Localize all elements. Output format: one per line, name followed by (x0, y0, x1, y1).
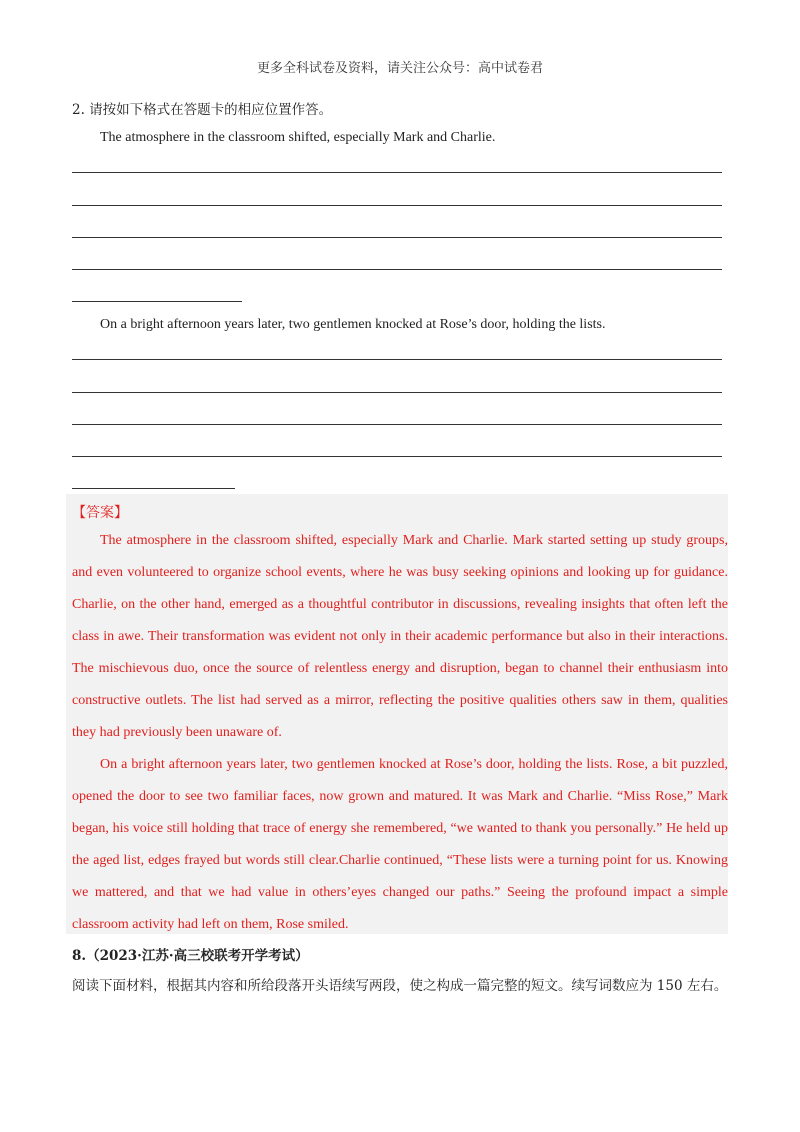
prompt-paragraph-2: On a bright afternoon years later, two gentlemen knocked at Rose’s door, holding the lists. (100, 317, 606, 332)
question-8-instruction: 阅读下面材料，根据其内容和所给段落开头语续写两段，使之构成一篇完整的短文。续写词数应为 150 左右。 (72, 978, 728, 994)
answer-text (72, 525, 728, 941)
writing-line (72, 205, 722, 206)
writing-line (72, 269, 722, 270)
writing-line-end (72, 301, 242, 302)
writing-line (72, 424, 722, 425)
prompt-paragraph-1: The atmosphere in the classroom shifted, especially Mark and Charlie. (100, 130, 496, 145)
writing-line (72, 172, 722, 173)
question-8-title: 8.（2023·江苏·高三校联考开学考试） (72, 948, 309, 964)
answer-paragraph-1: The atmosphere in the classroom shifted, especially Mark and Charlie. Mark started setting up study groups, and even volunteered to organize school events, where he was busy seeking opinions and looking up for guidance. Charlie, on the other hand, emerged as a thoughtful contributor in discussions, revealing insights that often left the class in awe. Their transformation was evident not only in their academic performance but also in their interactions. The mischievous duo, once the source of relentless energy and disruption, began to channel their enthusiasm into constructive outlets. The list had served as a mirror, reflecting the positive qualities others saw in them, qualities they had previously been unaware of. (72, 533, 728, 740)
page-header: 更多全科试卷及资料，请关注公众号：高中试卷君 (256, 61, 543, 76)
question-2-instruction: 2. 请按如下格式在答题卡的相应位置作答。 (72, 102, 333, 118)
writing-line (72, 359, 722, 360)
writing-line (72, 237, 722, 238)
writing-line-end (72, 488, 235, 489)
answer-label: 【答案】 (72, 505, 128, 521)
answer-paragraph-2: On a bright afternoon years later, two gentlemen knocked at Rose’s door, holding the lists. Rose, a bit puzzled, opened the door to see two familiar faces, now grown and matured. It was Mark and Charlie. “Miss Rose,” Mark began, his voice still holding that trace of energy she remembered, “we wanted to thank you personally.” He held up the aged list, edges frayed but words still clear.Charlie continued, “These lists were a turning point for us. Knowing we mattered, and that we had value in others’eyes changed our paths.” Seeing the profound impact a simple classroom activity had left on them, Rose smiled. (72, 757, 728, 932)
writing-line (72, 392, 722, 393)
writing-line (72, 456, 722, 457)
